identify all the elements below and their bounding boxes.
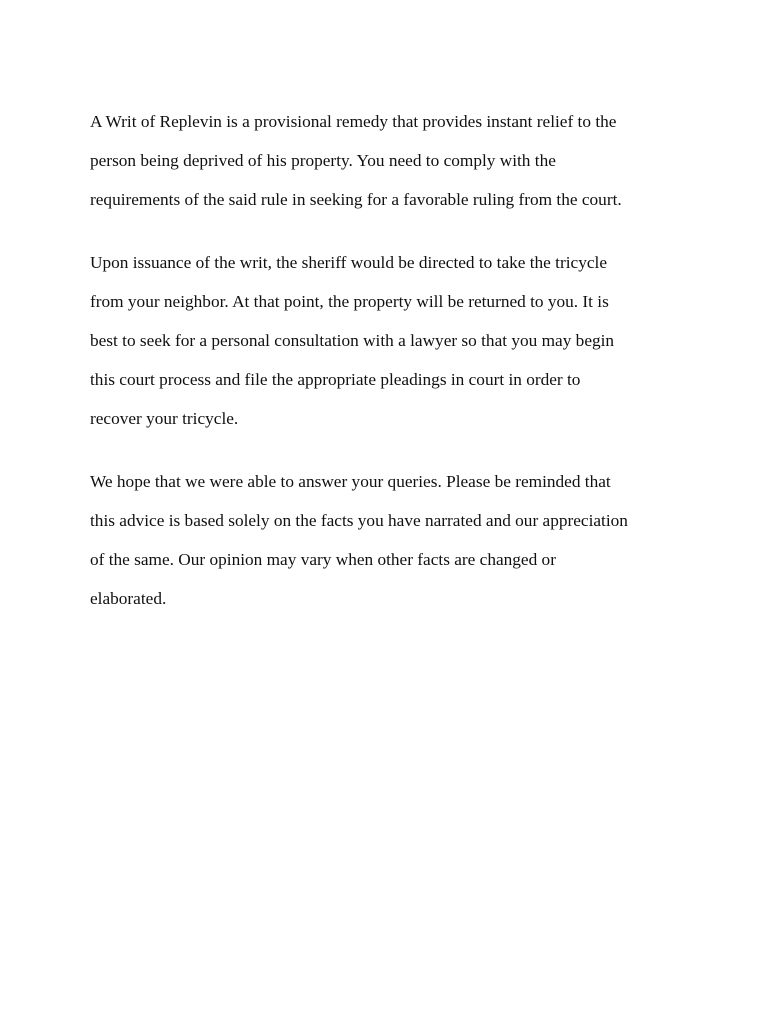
paragraph-writ-of-replevin — [90, 102, 690, 219]
text-line: A Writ of Replevin is a provisional remedy that provides instant relief to the — [90, 112, 617, 131]
text-line: We hope that we were able to answer your queries. Please be reminded that — [90, 472, 611, 491]
text-line: recover your tricycle. — [90, 409, 239, 428]
text-line: this advice is based solely on the facts you have narrated and our appreciation — [90, 511, 628, 530]
text-line: from your neighbor. At that point, the property will be returned to you. It is — [90, 292, 609, 311]
paragraph-issuance-of-writ — [90, 243, 690, 438]
text-line: best to seek for a personal consultation with a lawyer so that you may begin — [90, 331, 615, 350]
text-line: of the same. Our opinion may vary when other facts are changed or — [90, 550, 556, 569]
paragraph-closing-remarks — [90, 462, 690, 618]
text-line: elaborated. — [90, 589, 167, 608]
text-line: person being deprived of his property. You need to comply with the — [90, 151, 556, 170]
text-line: requirements of the said rule in seeking for a favorable ruling from the court. — [90, 190, 622, 209]
text-line: Upon issuance of the writ, the sheriff would be directed to take the tricycle — [90, 253, 607, 272]
text-line: this court process and file the appropriate pleadings in court in order to — [90, 370, 581, 389]
